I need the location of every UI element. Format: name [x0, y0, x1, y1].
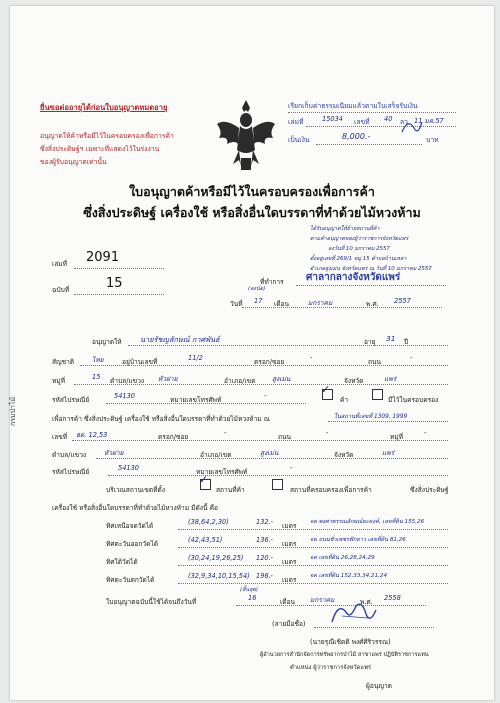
holder-age-unit: ปี — [404, 338, 409, 346]
site-line-2: เครื่องใช้ หรือสิ่งอื่นใดบรรดาที่ทำด้วยไม้หวงห้าม มีดังนี้ คือ — [52, 504, 218, 512]
possess-label: มีไว้ในครอบครอง — [388, 396, 439, 404]
trade-check-mark: ✓ — [321, 383, 331, 396]
purpose-line-3 — [96, 458, 448, 459]
fee-unit: บาท — [426, 136, 439, 144]
holder-line-3 — [74, 384, 448, 385]
province-value: แพร่ — [384, 375, 397, 383]
purpose-moo-label: หมู่ที่ — [390, 433, 404, 441]
signatory-position-1: ผู้อำนวยการสำนักจัดการทรัพยากรป่าไม้ สาขาแพร่ ปฏิบัติราชการแทน — [260, 652, 429, 658]
issue-no-label: ฉบับที่ — [52, 286, 70, 294]
fee-line-1: เรียกเก็บค่าธรรมเนียมแล้วตามใบเสร็จรับเงิน — [288, 102, 418, 110]
garuda-emblem-icon — [215, 98, 277, 174]
purpose-postal-value: 54130 — [118, 464, 139, 472]
book-no-label: เล่มที่ — [52, 260, 67, 268]
margin-note: กรมป่าไม้ — [9, 396, 17, 426]
signature-label: (ลายมือชื่อ) — [272, 620, 306, 628]
place-line — [296, 285, 446, 286]
expiry-label: ใบอนุญาตฉบับนี้ใช้ได้จนถึงวันที่ — [106, 598, 197, 606]
address-label: อยู่บ้านเลขที่ — [122, 358, 158, 366]
purpose-alley-value: - — [224, 429, 227, 437]
boundary-distance: 120.- — [256, 554, 274, 562]
expiry-note: (สิ้นสุด) — [240, 587, 258, 593]
boundary-distance: 132.- — [256, 518, 274, 526]
purpose-amphoe-label: อำเภอ/เขต — [200, 451, 232, 459]
issue-date-month-label: เดือน — [274, 300, 290, 308]
purpose-line-2 — [72, 440, 448, 441]
issue-date-year: 2557 — [394, 297, 411, 305]
fee-no-value: 40 — [384, 115, 393, 123]
expiry-year-label: พ.ศ. — [360, 598, 373, 606]
amphoe-value: สูงเม่น — [272, 375, 291, 383]
purpose-road-value: - — [326, 429, 329, 437]
road-value: - — [410, 354, 413, 362]
site-opt1-label: สถานที่ค้า — [216, 486, 245, 494]
nationality-label: สัญชาติ — [52, 358, 75, 366]
expiry-year: 2558 — [384, 594, 401, 602]
book-no-value: 2091 — [86, 250, 120, 265]
holder-line-2 — [80, 365, 448, 366]
tambon-value: หัวฝาย — [158, 375, 178, 383]
address-value: 11/2 — [188, 354, 203, 362]
trade-label: ค้า — [340, 396, 349, 404]
postal-value: 54130 — [114, 392, 135, 400]
boundary-distance: 136.- — [256, 536, 274, 544]
expiry-day: 16 — [248, 594, 257, 602]
signatory-position-2: ตำแหน่ง ผู้ว่าราชการจังหวัดแพร่ — [290, 665, 372, 671]
moo-label: หมู่ที่ — [52, 377, 66, 385]
boundary-unit: เมตร — [282, 540, 297, 548]
boundary-description: จด เลขที่ดิน 26,28,24,29 — [310, 555, 375, 561]
boundary-description: จด พงศาพรรณลักษณ์ยะคงค์, เลขที่ดิน 155,26 — [310, 519, 425, 525]
purpose-no-value: ฮด. 12,53 — [76, 431, 108, 439]
site-opt2-tail: ซึ่งสิ่งประดิษฐ์ — [410, 486, 449, 494]
boundary-points: (38,64,2,30) — [188, 518, 229, 526]
holder-name: นายรัชญลักษณ์ กาศพันธ์ — [140, 335, 220, 344]
boundary-unit: เมตร — [282, 558, 297, 566]
boundary-label: ทิศตะวันตกวัดได้ — [106, 576, 155, 584]
fee-amount-value: 8,000.- — [342, 132, 371, 141]
issuer-label: ผู้อนุญาต — [366, 682, 392, 690]
alley-label: ตรอก/ซอย — [254, 358, 285, 366]
phone-value: - — [264, 392, 267, 400]
site-opt2-checkbox[interactable] — [272, 479, 283, 490]
purpose-tambon-label: ตำบล/แขวง — [52, 451, 87, 459]
holder-line-1 — [128, 345, 448, 346]
signature-line — [314, 627, 434, 628]
nationality-value: ไทย — [92, 356, 104, 364]
relocation-note-4: ตั้งอยู่เลขที่ 269/1 หมู่ 15 ตำบลบ้านเหล่า — [310, 256, 407, 262]
tambon-label: ตำบล/แขวง — [110, 377, 145, 385]
fee-date-label: ลว. — [400, 118, 411, 126]
moo-value: 15 — [92, 373, 101, 381]
place-value: ศาลากลางจังหวัดแพร่ — [306, 272, 401, 283]
fee-book-label: เล่มที่ — [288, 118, 304, 126]
renewal-stamp-line-1: อนุญาตให้ค้าหรือมีไว้ในครอบครองเพื่อการค้า — [40, 132, 174, 140]
book-no-line — [74, 268, 164, 269]
issue-date-day: 17 — [254, 297, 263, 305]
boundary-line — [178, 529, 448, 530]
boundary-points: (42,43,51) — [188, 536, 223, 544]
boundary-label: ทิศตะวันออกวัดได้ — [106, 540, 159, 548]
purpose-text: เพื่อการค้า ซึ่งสิ่งประดิษฐ์ เครื่องใช้ หรือสิ่งอื่นใดบรรดาที่ทำด้วยไม้หวงห้าม ณ — [52, 415, 270, 423]
issue-no-value: 15 — [106, 276, 123, 291]
signatory-name: (นายรุณีเชิดดิ พงศ์ศิริวรรณ) — [310, 638, 391, 646]
expiry-month: มกราคม — [310, 596, 335, 604]
issue-date-note: (ลงนัด) — [248, 286, 266, 292]
holder-label: อนุญาตให้ — [92, 338, 122, 346]
road-label: ถนน — [368, 358, 382, 366]
relocation-note-2: ตามคำอนุญาตของผู้ว่าราชการจังหวัดแพร่ — [310, 236, 409, 242]
site-opt1-check-mark: ✓ — [199, 473, 209, 486]
holder-line-4 — [106, 403, 306, 404]
relocation-note-3: ลงวันที่ 10 มกราคม 2557 — [328, 246, 390, 252]
purpose-line — [328, 421, 448, 422]
issue-date-line — [242, 307, 442, 308]
purpose-province-label: จังหวัด — [334, 451, 354, 459]
office-seal-icon — [396, 112, 426, 142]
boundary-line — [178, 583, 448, 584]
boundary-label: ทิศใต้วัดได้ — [106, 558, 138, 566]
site-opt2-label: สถานที่ครอบครองเพื่อการค้า — [290, 486, 372, 494]
alley-value: - — [310, 354, 313, 362]
boundary-description: จด เลขที่ดิน 152,33,34,21,24 — [310, 573, 388, 579]
fee-date-value: 11 มค.57 — [414, 117, 444, 125]
relocation-note-1: ได้รับอนุญาตให้ย้ายสถานที่ค้า — [310, 226, 380, 232]
fee-underline-3 — [316, 144, 422, 145]
boundary-description: จด ถนนชั่วเพชรฟักยาว เลขที่ดิน 81,26 — [310, 537, 406, 543]
purpose-province-value: แพร่ — [382, 449, 395, 457]
boundary-label: ทิศเหนือจดวัดได้ — [106, 522, 154, 530]
holder-age: 31 — [386, 334, 396, 343]
purpose-moo-value: - — [424, 429, 427, 437]
renewal-stamp-line-3: ของผู้รับอนุญาตเท่านั้น — [40, 158, 107, 166]
expiry-month-label: เดือน — [280, 598, 296, 606]
purpose-line-4 — [108, 475, 448, 476]
issue-no-line — [74, 294, 164, 295]
purpose-postal-label: รหัสไปรษณีย์ — [52, 468, 90, 476]
signature-scribble-icon — [328, 598, 380, 628]
place-label: ที่ทำการ — [260, 278, 284, 286]
boundary-unit: เมตร — [282, 522, 297, 530]
boundary-points: (32,9,34,10,15,54) — [188, 572, 250, 580]
phone-label: หมายเลขโทรศัพท์ — [170, 396, 222, 404]
boundary-points: (30,24,19,26,25) — [188, 554, 244, 562]
purpose-phone-value: - — [290, 464, 293, 472]
purpose-no-label: เลขที่ — [52, 433, 68, 441]
fee-underline-2 — [306, 126, 456, 127]
postal-label: รหัสไปรษณีย์ — [52, 396, 90, 404]
purpose-road-label: ถนน — [278, 433, 292, 441]
fee-amount-label: เป็นเงิน — [288, 136, 310, 144]
holder-age-label: อายุ — [364, 338, 376, 346]
fee-no-label: เลขที่ — [354, 118, 370, 126]
boundary-line — [178, 547, 448, 548]
purpose-place: ในสถานที่เลขที่ 1309, 1999 — [334, 414, 408, 420]
site-text: บริเวณสถานเขตที่ตั้ง — [106, 486, 165, 494]
renewal-stamp-heading: ยื่นขอต่ออายุได้ก่อนใบอนุญาตหมดอายุ — [40, 103, 168, 112]
fee-underline-1 — [288, 112, 456, 113]
fee-book-value: 15034 — [322, 115, 343, 123]
boundary-line — [178, 565, 448, 566]
amphoe-label: อำเภอ/เขต — [224, 377, 256, 385]
purpose-alley-label: ตรอก/ซอย — [158, 433, 189, 441]
document-title-line-2: ซึ่งสิ่งประดิษฐ์ เครื่องใช้ หรือสิ่งอื่นใดบรรดาที่ทำด้วยไม้หวงห้าม — [83, 205, 421, 220]
relocation-note-5: อำเภอสูงเม่น จังหวัดแพร่ ณ วันที่ 10 มกราคม 2557 — [310, 266, 432, 272]
purpose-phone-label: หมายเลขโทรศัพท์ — [196, 468, 248, 476]
boundary-distance: 196.- — [256, 572, 274, 580]
purpose-amphoe-value: สูงเม่น — [260, 449, 279, 457]
purpose-tambon-value: หัวฝาย — [104, 449, 124, 457]
permit-document — [10, 6, 494, 700]
issue-date-month: มกราคม — [308, 299, 333, 307]
possess-checkbox[interactable] — [372, 389, 383, 400]
document-title-line-1: ใบอนุญาตค้าหรือมีไว้ในครอบครองเพื่อการค้า — [129, 184, 375, 199]
boundary-unit: เมตร — [282, 576, 297, 584]
fee-box — [288, 100, 468, 156]
province-label: จังหวัด — [344, 377, 364, 385]
issue-date-year-label: พ.ศ. — [366, 300, 379, 308]
renewal-stamp-line-2: ซึ่งสิ่งประดิษฐ์ฯ เฉพาะที่แสดงไว้ในร่งงาน — [40, 145, 160, 153]
issue-date-day-label: วันที่ — [230, 300, 243, 308]
